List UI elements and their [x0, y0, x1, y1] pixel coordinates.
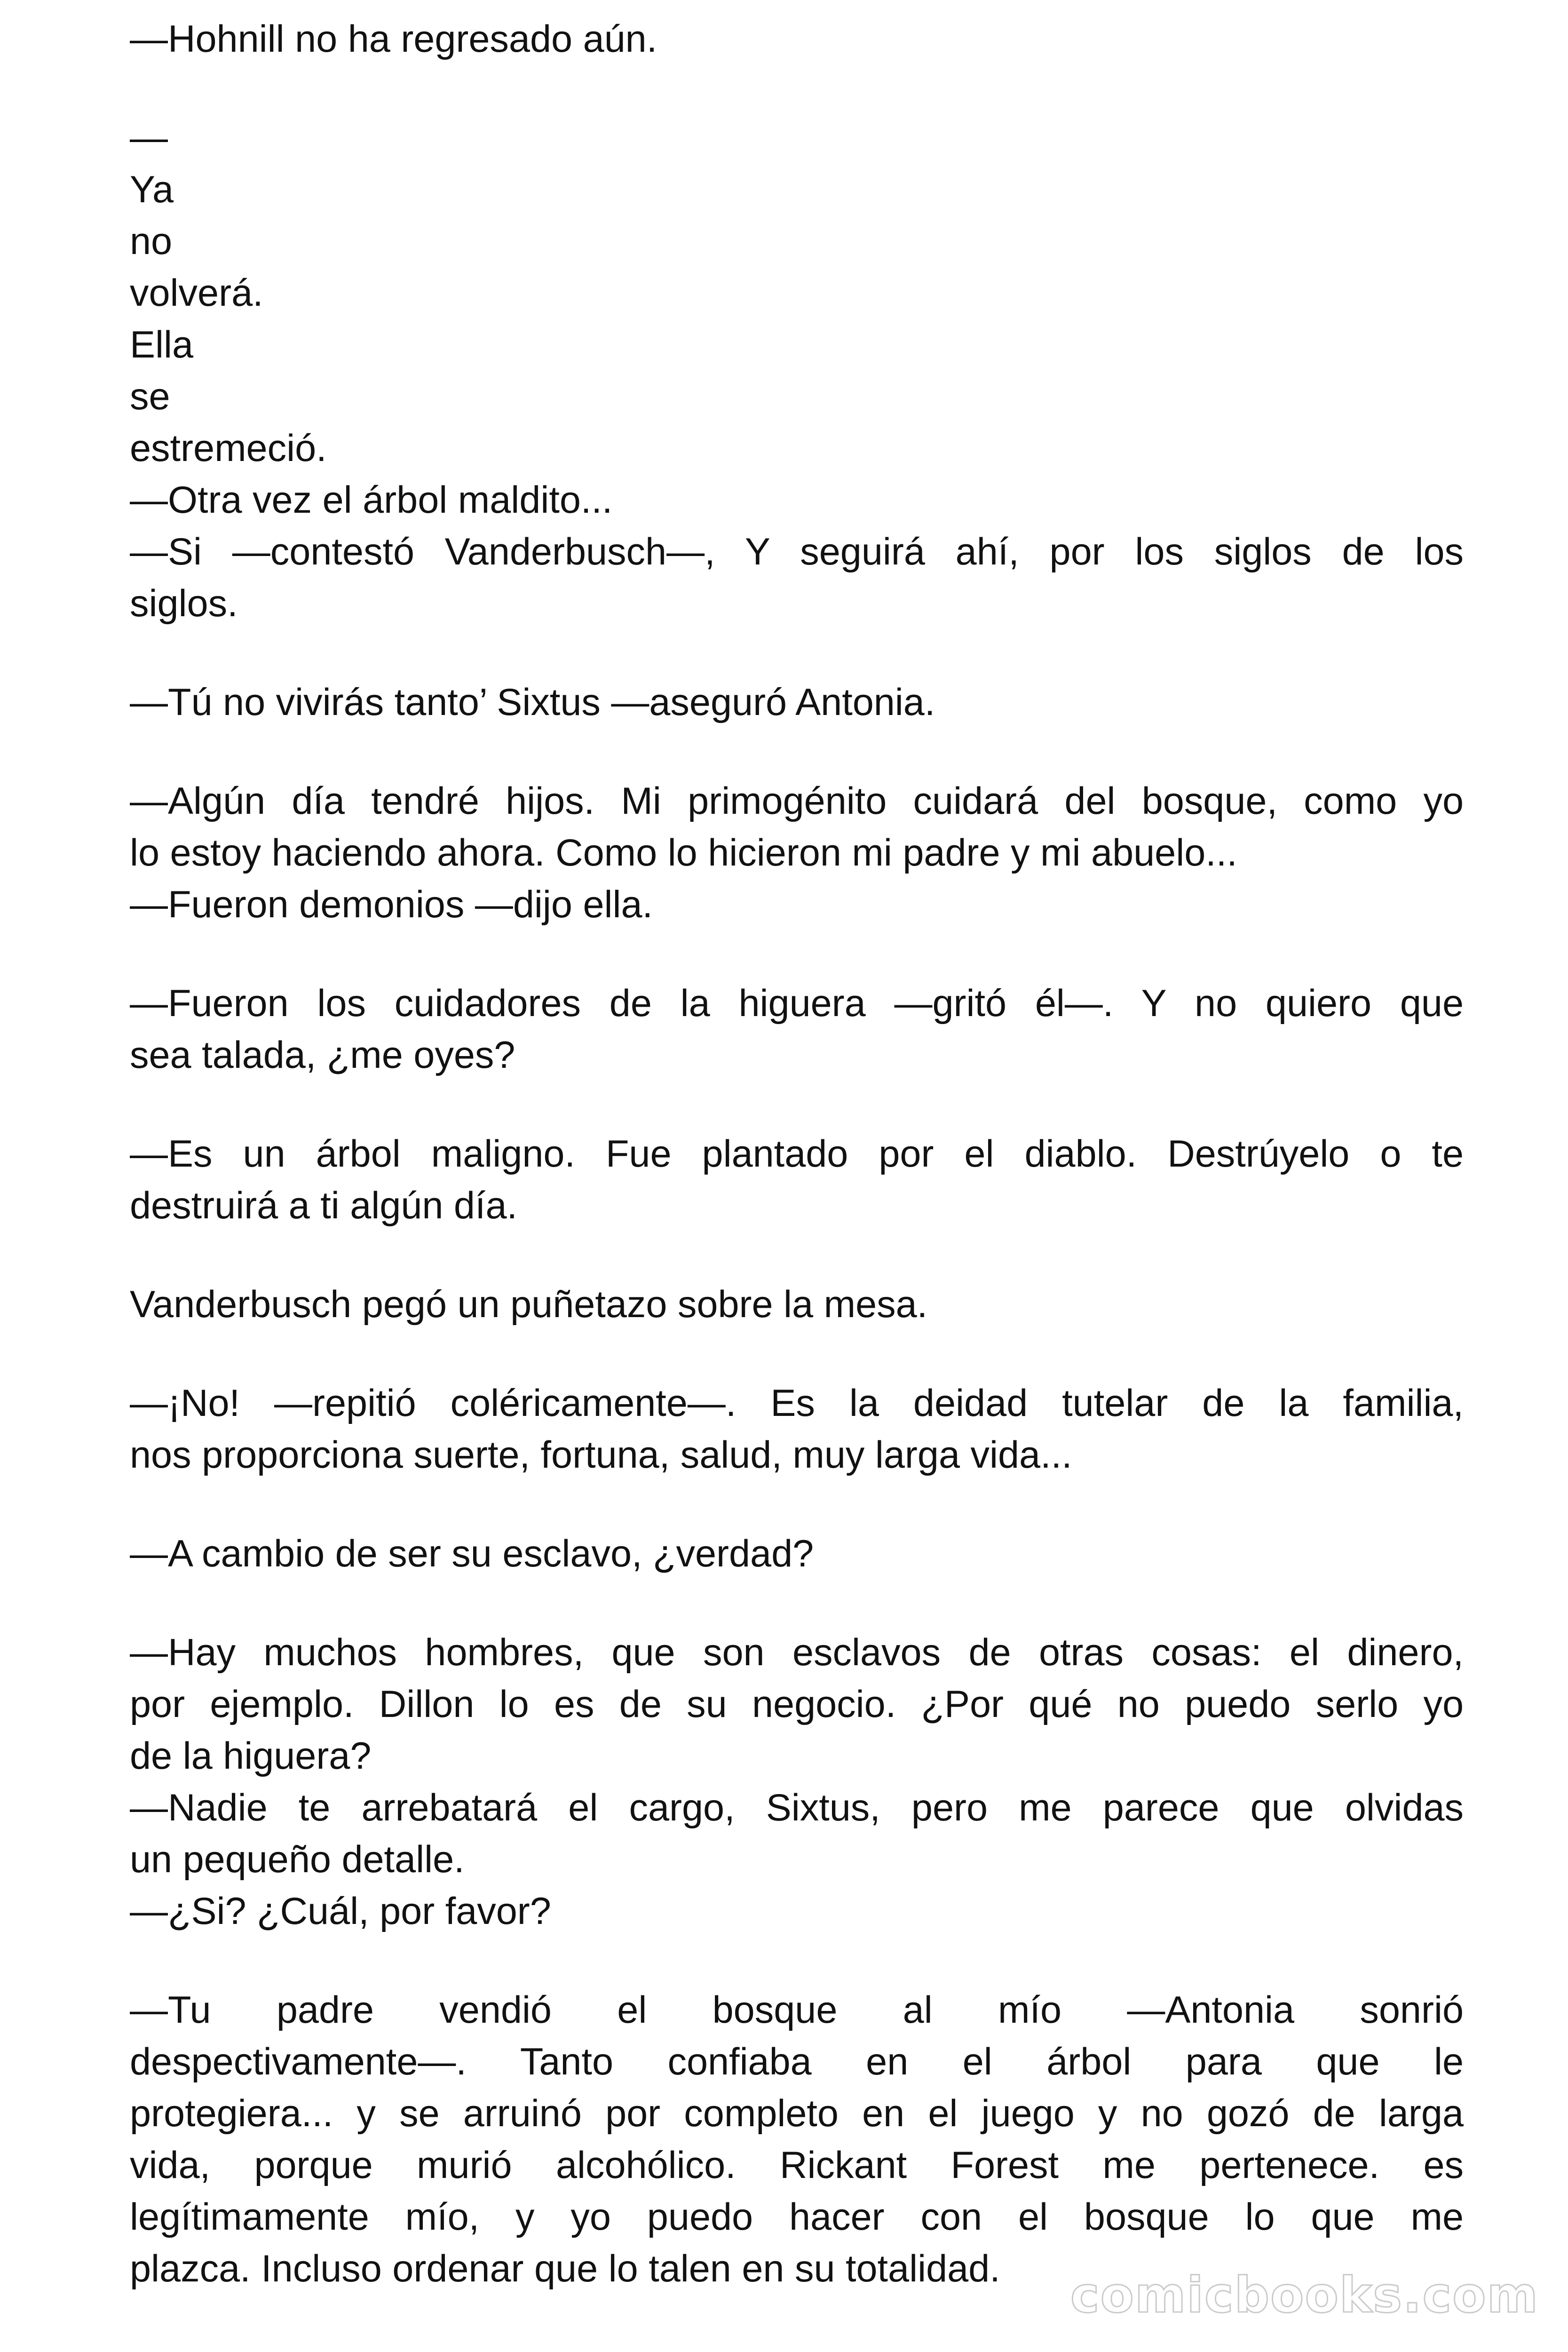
watermark-logo: comicbooks.com — [1070, 2266, 1539, 2324]
text-line: de la higuera? — [130, 1735, 372, 1777]
paragraph-gap — [130, 1330, 1464, 1377]
text-line: un pequeño detalle. — [130, 1838, 465, 1881]
text-line: —¡No! —repitió coléricamente—. Es la deidad tutelar de la familia, — [130, 1382, 1464, 1424]
text-line: —Fueron demonios —dijo ella. — [130, 883, 653, 926]
paragraph-gap — [130, 629, 1464, 676]
text-line: por ejemplo. Dillon lo es de su negocio. ¿Por qué no puedo serlo yo — [130, 1683, 1464, 1725]
paragraph-gap — [130, 728, 1464, 775]
text-line: destruirá a ti algún día. — [130, 1184, 518, 1227]
text-line: — — [130, 117, 168, 159]
text-line: —Hay muchos hombres, que son esclavos de otras cosas: el dinero, — [130, 1631, 1464, 1674]
paragraph-gap — [130, 1580, 1464, 1627]
text-line: plazca. Incluso ordenar que lo talen en su totalidad. — [130, 2248, 1000, 2290]
paragraph-gap — [130, 65, 1464, 112]
paragraph-gap — [130, 1232, 1464, 1279]
text-line: —Si —contestó Vanderbusch—, Y seguirá ahí, por los siglos de los — [130, 531, 1464, 573]
paragraph-gap — [130, 1081, 1464, 1128]
page-text — [130, 13, 1464, 2295]
paragraph-gap — [130, 1481, 1464, 1528]
text-line: lo estoy haciendo ahora. Como lo hicieron mi padre y mi abuelo... — [130, 832, 1237, 874]
text-line: —Otra vez el árbol maldito... — [130, 479, 613, 521]
text-line: volverá. — [130, 272, 263, 314]
text-line: —Hohnill no ha regresado aún. — [130, 18, 657, 60]
text-line: —Fueron los cuidadores de la higuera —gritó él—. Y no quiero que — [130, 982, 1464, 1025]
text-line: siglos. — [130, 582, 238, 625]
text-line: —Tu padre vendió el bosque al mío —Antonia sonrió — [130, 1989, 1464, 2031]
text-line: nos proporciona suerte, fortuna, salud, muy larga vida... — [130, 1434, 1072, 1476]
text-line: no — [130, 220, 173, 262]
text-line: —A cambio de ser su esclavo, ¿verdad? — [130, 1533, 814, 1575]
text-line: Ya — [130, 168, 174, 211]
text-line: Ella — [130, 324, 194, 366]
text-line: despectivamente—. Tanto confiaba en el árbol para que le — [130, 2041, 1464, 2083]
text-line: se — [130, 375, 170, 418]
text-line: —Algún día tendré hijos. Mi primogénito cuidará del bosque, como yo — [130, 780, 1464, 822]
text-line: legítimamente mío, y yo puedo hacer con el bosque lo que me — [130, 2196, 1464, 2238]
text-line: —Es un árbol maligno. Fue plantado por el diablo. Destrúyelo o te — [130, 1133, 1464, 1175]
text-line: vida, porque murió alcohólico. Rickant Forest me pertenece. es — [130, 2144, 1464, 2186]
text-line: —Tú no vivirás tanto’ Sixtus —aseguró Antonia. — [130, 681, 935, 723]
text-line: Vanderbusch pegó un puñetazo sobre la mesa. — [130, 1283, 928, 1326]
text-line: estremeció. — [130, 427, 327, 469]
paragraph-gap — [130, 930, 1464, 977]
paragraph-gap — [130, 1937, 1464, 1984]
text-line: —¿Si? ¿Cuál, por favor? — [130, 1890, 551, 1932]
text-line: —Nadie te arrebatará el cargo, Sixtus, pero me parece que olvidas — [130, 1787, 1464, 1829]
text-line: sea talada, ¿me oyes? — [130, 1034, 515, 1076]
text-line: protegiera... y se arruinó por completo en el juego y no gozó de larga — [130, 2092, 1464, 2135]
